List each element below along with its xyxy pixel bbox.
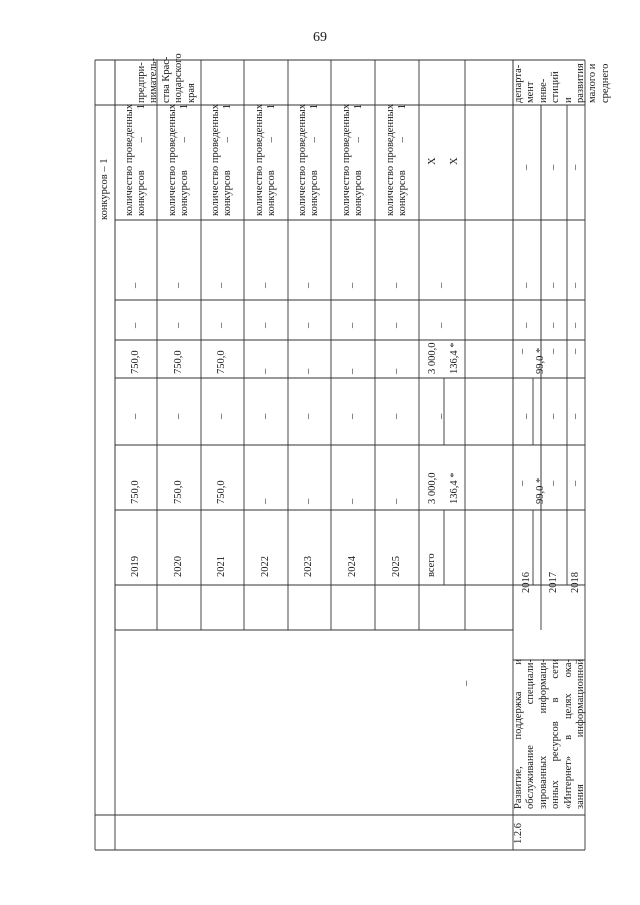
rotated-table: конкурсов – 1 2019 750,0 – 750,0 – – количество проведенных конкурсов – 1 2020 750,0 – 750,0 – – количество проведенных конкурсов – 1 2021 750,0 – 750,0 – – количество проведенных конкурсов – 1 2022 – – – – – количество проведенных конкурсов – 1 2023 – – – – – количество проведенных конкурсов – 1 2024 – – – – – количество проведенных конкурсов – 1 2025 – – – – – количество проведенных конкурсов – 1 предпри- ниматель- ства Крас- нодарского края всего 3 000,0 136,4 * – 3 000,0 136,4 * – – X X 2016 – 99,0 * – 99,0 * – – – – 2017 – – – – – – 2018 – – – – – – 1.2.6 – Развитие, поддержка и обслуживание специали- зированных информаци- онных ресурсов в сети «Интернет» в целях ока- зания информационной департа- мент инве- стиций и развития малого и среднего xyxy=(95,60,585,850)
page-number: 69 xyxy=(313,30,327,45)
